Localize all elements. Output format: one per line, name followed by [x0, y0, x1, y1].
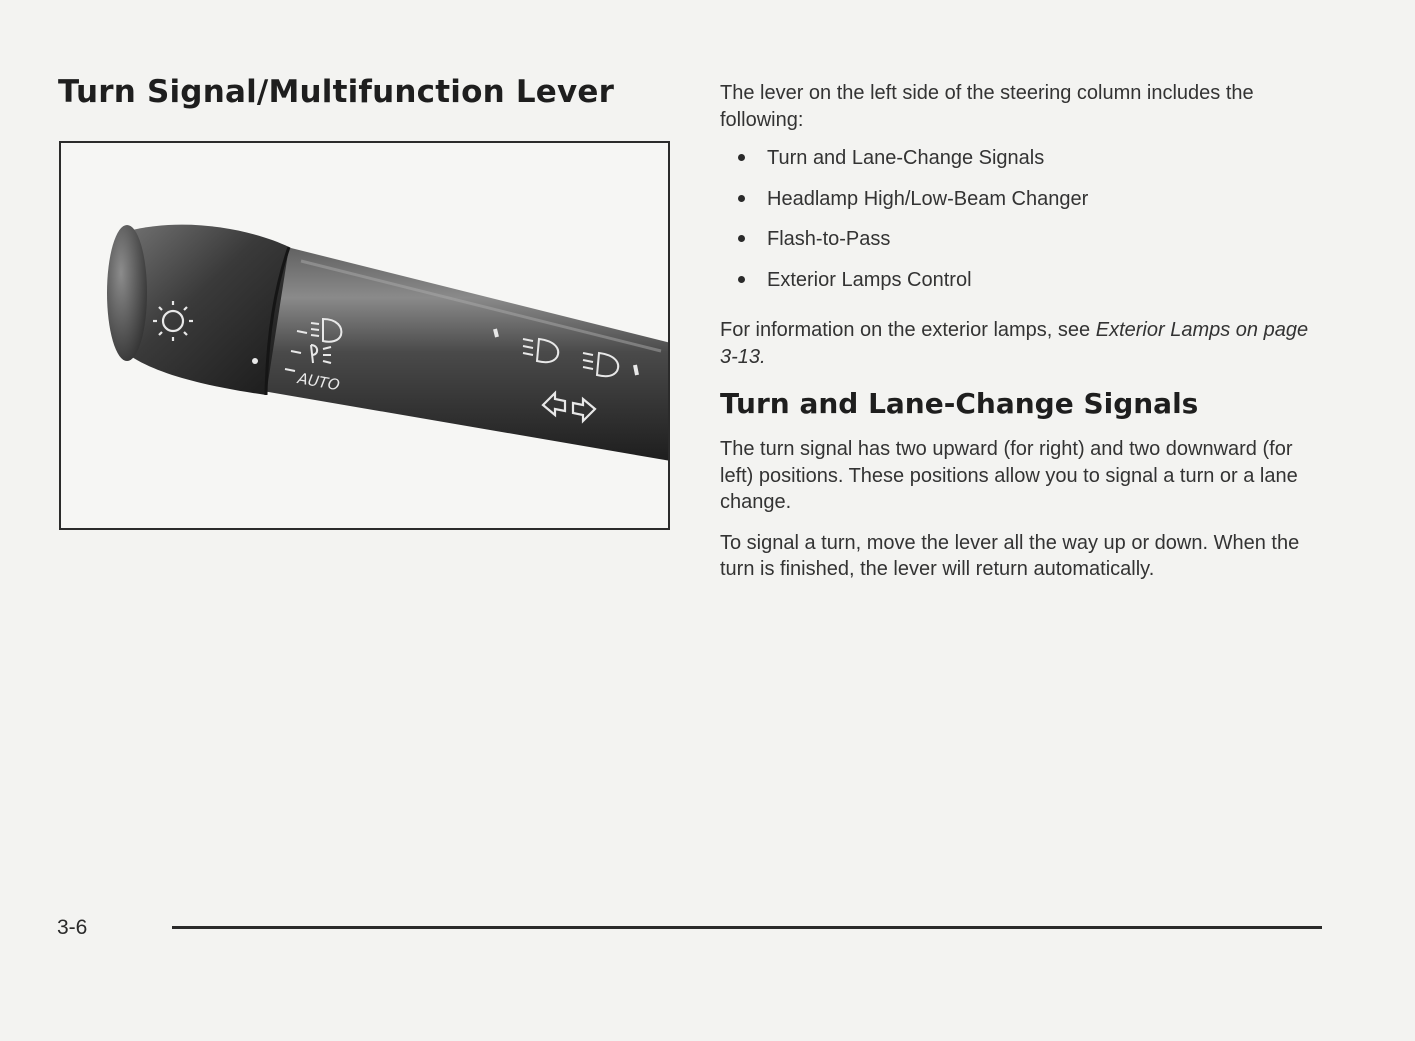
lever-illustration	[59, 141, 670, 530]
content-column	[720, 80, 1330, 597]
list-item: Flash-to-Pass	[720, 226, 1330, 267]
list-item: Exterior Lamps Control	[720, 267, 1330, 308]
auto-label: AUTO	[296, 369, 342, 395]
body-paragraph: The turn signal has two upward (for right) and two downward (for left) positions. These positions allow you to signal a turn or a lane change.	[720, 438, 1298, 513]
reference-paragraph: For information on the exterior lamps, see Exterior Lamps on page 3-13.	[720, 319, 1309, 368]
intro-paragraph: The lever on the left side of the steering column includes the following:	[720, 82, 1254, 131]
list-item: Turn and Lane-Change Signals	[720, 145, 1330, 186]
feature-list	[720, 145, 1330, 307]
section-title: Turn and Lane-Change Signals	[720, 387, 1199, 420]
footer-rule	[172, 926, 1322, 929]
list-item: Headlamp High/Low-Beam Changer	[720, 186, 1330, 227]
cross-reference-link[interactable]: Exterior Lamps on page 3-13.	[720, 319, 1309, 368]
bullet-icon	[738, 154, 745, 161]
bullet-icon	[738, 276, 745, 283]
page-title: Turn Signal/Multifunction Lever	[58, 74, 615, 110]
body-paragraph: To signal a turn, move the lever all the way up or down. When the turn is finished, the lever will return automatically.	[720, 531, 1300, 580]
page-number: 3-6	[57, 916, 88, 939]
bullet-icon	[738, 195, 745, 202]
bullet-icon	[738, 235, 745, 242]
